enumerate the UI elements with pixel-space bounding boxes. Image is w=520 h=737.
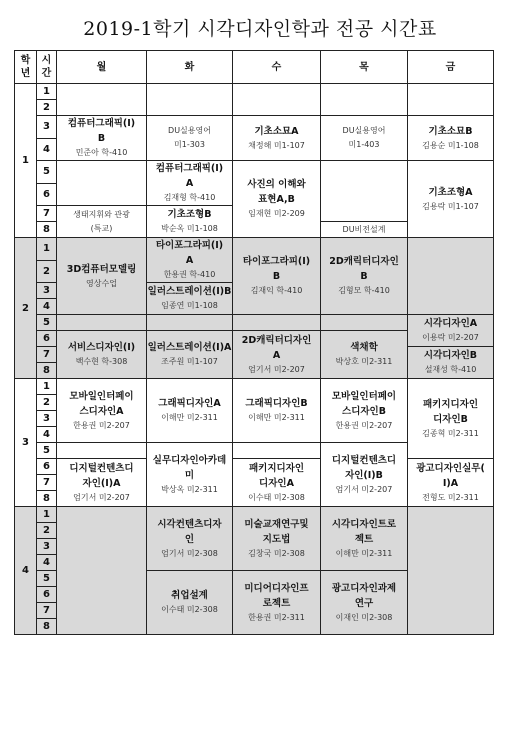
- course-name: 기초소묘B: [428, 125, 473, 137]
- course-info: 김재익 학-410: [250, 286, 303, 295]
- course-info: 설재성 학-410: [424, 365, 477, 374]
- period-label: 6: [37, 183, 57, 206]
- course-name: 시각컨텐츠디자 인: [157, 518, 222, 545]
- timetable: [14, 50, 494, 635]
- empty-cell: [321, 161, 408, 222]
- course-cell: [57, 459, 147, 507]
- course-cell: [321, 238, 408, 315]
- course-cell: [57, 206, 147, 238]
- empty-cell: [147, 315, 233, 331]
- year-3-label: 3: [15, 379, 37, 507]
- empty-cell: [408, 507, 494, 635]
- course-cell: [147, 116, 233, 161]
- header-year: 학 년: [15, 51, 37, 84]
- period-label: 7: [37, 603, 57, 619]
- period-label: 1: [37, 507, 57, 523]
- course-cell: [321, 331, 408, 379]
- course-name: 광고디자인실무( I)A: [416, 462, 485, 489]
- period-label: 2: [37, 100, 57, 116]
- course-info: 전형도 미2-311: [422, 492, 479, 502]
- course-info: 영상수업: [86, 278, 117, 288]
- course-cell: [408, 161, 494, 238]
- course-name: 일러스트레이션(I)A: [147, 342, 232, 353]
- course-info: 한용권 미2-311: [248, 612, 305, 622]
- course-cell: [408, 315, 494, 347]
- course-info: 생태지휘와 관광 (특교): [73, 209, 130, 233]
- course-info: 김창국 미2-308: [248, 548, 305, 558]
- course-info: 이용락 미2-207: [422, 333, 479, 342]
- course-info: 엄기서 미2-207: [248, 364, 305, 374]
- course-info: 박상호 미2-311: [335, 357, 393, 366]
- period-label: 8: [37, 363, 57, 379]
- period-label: 7: [37, 347, 57, 363]
- course-info: 김재형 학-410: [163, 193, 216, 202]
- header-day-thu: 목: [321, 51, 408, 84]
- course-cell: [233, 331, 321, 379]
- course-cell: [233, 571, 321, 635]
- course-cell: [147, 443, 233, 507]
- course-cell: [57, 331, 147, 379]
- course-name: 미술교재연구및 지도법: [244, 518, 309, 545]
- course-cell: [321, 443, 408, 507]
- course-cell: [233, 116, 321, 161]
- course-info: 김용락 미1-107: [422, 201, 479, 211]
- period-label: 2: [37, 395, 57, 411]
- course-name: 기초소묘A: [254, 125, 299, 137]
- period-label: 1: [37, 379, 57, 395]
- course-info: 엄기서 미2-207: [73, 492, 130, 502]
- course-info: 김종혁 미2-311: [422, 428, 479, 438]
- course-cell: [57, 379, 147, 443]
- course-cell: [233, 161, 321, 238]
- course-info: 임재현 미2-209: [248, 209, 305, 218]
- course-name: 시각디자인트로 젝트: [331, 518, 397, 545]
- period-label: 3: [37, 411, 57, 427]
- header-day-wed: 수: [233, 51, 321, 84]
- course-cell: [321, 507, 408, 571]
- period-label: 1: [37, 238, 57, 261]
- header-day-mon: 월: [57, 51, 147, 84]
- course-name: 취업설계: [171, 590, 208, 601]
- course-name: 타이포그라피(I) A: [155, 240, 224, 266]
- course-info: 엄기서 미2-308: [161, 548, 218, 558]
- course-info: 김형모 학-410: [338, 286, 390, 295]
- course-cell: [147, 331, 233, 379]
- period-label: 2: [37, 260, 57, 283]
- timetable-title: 2019-1학기 시각디자인학과 전공 시간표: [83, 18, 437, 40]
- period-label: 7: [37, 206, 57, 222]
- course-name: 실무디자인아카데 미: [152, 454, 227, 481]
- empty-cell: [57, 84, 147, 116]
- course-name: 타이포그라피(I) B: [242, 256, 311, 282]
- period-label: 5: [37, 443, 57, 459]
- course-name: 사진의 이해와 표현A,B: [247, 179, 306, 205]
- course-cell: [147, 238, 233, 283]
- course-info: 이수태 미2-308: [248, 492, 305, 502]
- period-label: 4: [37, 299, 57, 315]
- course-cell: [147, 161, 233, 206]
- course-name: 모바일인터페이 스디자인A: [69, 390, 134, 417]
- period-label: 3: [37, 539, 57, 555]
- course-info: 조주원 미1-107: [161, 357, 218, 366]
- empty-cell: [321, 84, 408, 116]
- course-info: DU실용영어 미1-403: [342, 126, 386, 149]
- period-label: 6: [37, 459, 57, 475]
- course-name: 기초조형A: [428, 186, 473, 198]
- course-info: 엄기서 미2-207: [335, 484, 393, 494]
- course-cell: [408, 379, 494, 459]
- course-name: 디지털컨텐츠디 자인(I)B: [331, 454, 397, 481]
- empty-cell: [408, 238, 494, 315]
- course-cell: [233, 238, 321, 315]
- empty-cell: [408, 84, 494, 116]
- course-name: 2D캐릭터디자인 B: [329, 256, 399, 282]
- period-label: 6: [37, 587, 57, 603]
- course-name: 기초조형B: [167, 209, 212, 220]
- course-name: 3D컴퓨터모델링: [66, 263, 137, 275]
- course-info: 박순옥 미1-108: [161, 224, 218, 233]
- header-day-tue: 화: [147, 51, 233, 84]
- course-info: 채정해 미1-107: [248, 140, 305, 150]
- course-name: 시각디자인B: [423, 350, 478, 361]
- period-label: 8: [37, 491, 57, 507]
- course-cell: [147, 507, 233, 571]
- empty-cell: [233, 315, 321, 331]
- period-label: 4: [37, 138, 57, 161]
- period-label: 3: [37, 283, 57, 299]
- empty-cell: [321, 315, 408, 331]
- course-name: 미디어디자인프 로젝트: [244, 582, 309, 609]
- period-label: 8: [37, 222, 57, 238]
- course-cell: [321, 222, 408, 238]
- course-name: 2D캐릭터디자인 A: [241, 334, 312, 361]
- course-info: 한용권 학-410: [163, 270, 216, 279]
- course-info: 민준아 학-410: [75, 148, 128, 157]
- header-time: 시 간: [37, 51, 57, 84]
- year-4-label: 4: [15, 507, 37, 635]
- course-info: 이재인 미2-308: [335, 612, 393, 622]
- course-cell: [408, 459, 494, 507]
- header-day-fri: 금: [408, 51, 494, 84]
- course-info: 임종연 미1-108: [161, 301, 218, 310]
- period-label: 5: [37, 161, 57, 184]
- course-name: 패키지디자인 디자인B: [422, 398, 479, 425]
- empty-cell: [233, 84, 321, 116]
- period-label: 1: [37, 84, 57, 100]
- course-name: 그래픽디자인B: [245, 398, 308, 409]
- course-name: 시각디자인A: [423, 318, 478, 329]
- course-cell: [147, 379, 233, 443]
- course-info: 이해만 미2-311: [161, 413, 218, 422]
- course-cell: [408, 116, 494, 161]
- empty-cell: [147, 84, 233, 116]
- period-label: 3: [37, 116, 57, 139]
- course-name: 광고디자인과제 연구: [331, 582, 397, 609]
- period-label: 6: [37, 331, 57, 347]
- period-label: 7: [37, 475, 57, 491]
- course-cell: [57, 238, 147, 315]
- year-1-label: 1: [15, 84, 37, 238]
- course-info: 한용권 미2-207: [335, 420, 393, 430]
- course-name: 디지털컨텐츠디 자인(I)A: [69, 462, 134, 489]
- empty-cell: [57, 507, 147, 635]
- empty-cell: [57, 161, 147, 206]
- course-cell: [321, 379, 408, 443]
- course-cell: [233, 459, 321, 507]
- course-name: 컴퓨터그래픽(I) B: [67, 118, 136, 144]
- course-cell: [321, 116, 408, 161]
- course-info: 백수현 학-308: [75, 357, 128, 366]
- period-label: 4: [37, 427, 57, 443]
- course-info: 한용권 미2-207: [73, 420, 130, 430]
- course-cell: [57, 116, 147, 161]
- period-label: 2: [37, 523, 57, 539]
- course-name: 컴퓨터그래픽(I) A: [155, 163, 224, 189]
- course-info: 이해만 미2-311: [335, 548, 393, 558]
- course-info: DU실용영어 미1-303: [168, 126, 211, 149]
- period-label: 8: [37, 619, 57, 635]
- course-info: DU비전설계: [342, 224, 386, 234]
- course-name: 패키지디자인 디자인A: [248, 462, 305, 489]
- course-info: 이수태 미2-308: [161, 605, 218, 614]
- course-info: 김용순 미1-108: [422, 140, 479, 150]
- course-name: 서비스디자인(I): [67, 342, 136, 353]
- course-cell: [147, 206, 233, 238]
- period-label: 4: [37, 555, 57, 571]
- course-name: 색채학: [350, 342, 378, 353]
- empty-cell: [233, 443, 321, 459]
- course-cell: [147, 283, 233, 315]
- period-label: 5: [37, 571, 57, 587]
- course-cell: [233, 507, 321, 571]
- year-2-label: 2: [15, 238, 37, 379]
- course-cell: [321, 571, 408, 635]
- course-name: 모바일인터페이 스디자인B: [331, 390, 397, 417]
- course-name: 그래픽디자인A: [158, 398, 221, 409]
- empty-cell: [57, 315, 147, 331]
- period-label: 5: [37, 315, 57, 331]
- empty-cell: [57, 443, 147, 459]
- course-cell: [233, 379, 321, 443]
- course-info: 박상옥 미2-311: [161, 484, 218, 494]
- course-name: 일러스트레이션(I)B: [147, 286, 232, 297]
- course-info: 이해만 미2-311: [248, 413, 305, 422]
- course-cell: [147, 571, 233, 635]
- course-cell: [408, 347, 494, 379]
